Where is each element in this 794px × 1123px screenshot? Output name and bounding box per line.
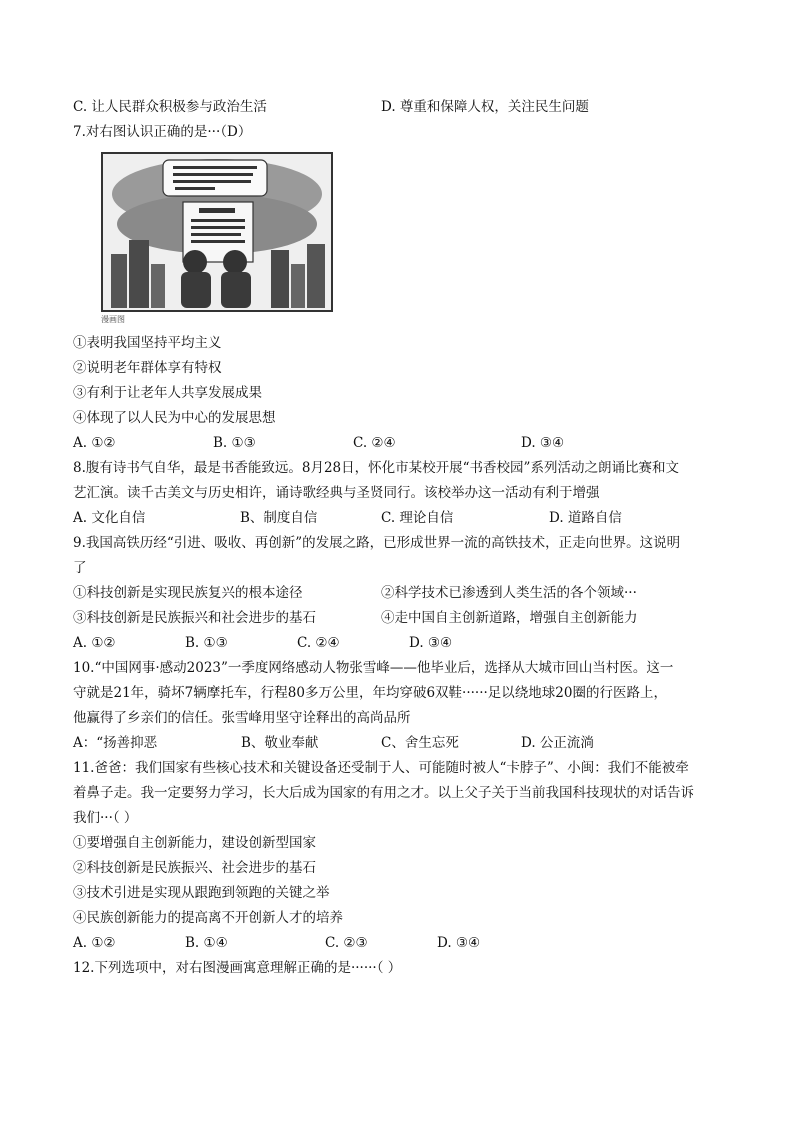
q9-statement-1: ①科技创新是实现民族复兴的根本途径 bbox=[73, 585, 303, 601]
q7-cartoon-caption: 漫画图 bbox=[101, 315, 125, 324]
q7-statement-2: ②说明老年群体享有特权 bbox=[73, 360, 222, 376]
q8-stem-line-1: 8.腹有诗书气自华，最是书香能致远。8月28日，怀化市某校开展“书香校园”系列活动之朗诵比赛和文 bbox=[73, 460, 679, 476]
q9-stem-line-1: 9.我国高铁历经“引进、吸收、再创新”的发展之路，已形成世界一流的高铁技术，正走向世界。这说明 bbox=[73, 535, 681, 551]
q9-statement-3: ③科技创新是民族振兴和社会进步的基石 bbox=[73, 610, 316, 626]
q8-option-a: A. 文化自信 bbox=[73, 510, 146, 526]
q9-option-c: C. ②④ bbox=[297, 635, 340, 651]
q10-option-b: B、敬业奉献 bbox=[241, 735, 319, 751]
q11-stem-line-3: 我们···（ ） bbox=[73, 810, 138, 826]
q9-option-d: D. ③④ bbox=[409, 635, 453, 651]
q7-cartoon-image bbox=[101, 152, 333, 312]
q8-option-b: B、制度自信 bbox=[240, 510, 318, 526]
q7-option-d: D. ③④ bbox=[521, 435, 565, 451]
q9-statement-2: ②科学技术已渗透到人类生活的各个领域··· bbox=[381, 585, 637, 601]
q9-option-b: B. ①③ bbox=[185, 635, 228, 651]
q7-stem: 7.对右图认识正确的是···（D） bbox=[73, 124, 252, 140]
q12-stem: 12.下列选项中，对右图漫画寓意理解正确的是······（ ） bbox=[73, 960, 402, 976]
q8-option-c: C. 理论自信 bbox=[381, 510, 454, 526]
q6-option-d: D. 尊重和保障人权，关注民生问题 bbox=[381, 99, 589, 115]
q11-statement-3: ③技术引进是实现从跟跑到领跑的关键之举 bbox=[73, 885, 330, 901]
q10-option-a: A：“扬善抑恶 bbox=[73, 735, 158, 751]
q11-option-a: A. ①② bbox=[73, 935, 116, 951]
q11-statement-1: ①要增强自主创新能力，建设创新型国家 bbox=[73, 835, 316, 851]
q11-stem-line-2: 着鼻子走。我一定要努力学习，长大后成为国家的有用之才。以上父子关于当前我国科技现状的对话告诉 bbox=[73, 785, 694, 801]
q10-stem-line-3: 他赢得了乡亲们的信任。张雪峰用坚守诠释出的高尚品所 bbox=[73, 710, 411, 726]
q7-option-c: C. ②④ bbox=[353, 435, 396, 451]
q10-stem-line-1: 10.“中国网事·感动2023”一季度网络感动人物张雪峰——他毕业后，选择从大城市回山当村医。这一 bbox=[73, 660, 674, 676]
q8-option-d: D. 道路自信 bbox=[549, 510, 622, 526]
q11-statement-2: ②科技创新是民族振兴、社会进步的基石 bbox=[73, 860, 316, 876]
q11-statement-4: ④民族创新能力的提高离不开创新人才的培养 bbox=[73, 910, 343, 926]
q9-stem-line-2: 了 bbox=[73, 560, 87, 576]
q10-option-d: D. 公正流淌 bbox=[521, 735, 594, 751]
q11-option-d: D. ③④ bbox=[437, 935, 481, 951]
q9-option-a: A. ①② bbox=[73, 635, 116, 651]
q7-option-a: A. ①② bbox=[73, 435, 116, 451]
q7-statement-1: ①表明我国坚持平均主义 bbox=[73, 335, 222, 351]
q9-statement-4: ④走中国自主创新道路，增强自主创新能力 bbox=[381, 610, 638, 626]
q11-option-b: B. ①④ bbox=[185, 935, 228, 951]
q11-option-c: C. ②③ bbox=[325, 935, 368, 951]
q8-stem-line-2: 艺汇演。读千古美文与历史相许，诵诗歌经典与圣贤同行。该校举办这一活动有利于增强 bbox=[73, 485, 600, 501]
q7-statement-4: ④体现了以人民为中心的发展思想 bbox=[73, 410, 276, 426]
q11-stem-line-1: 11.爸爸：我们国家有些核心技术和关键设备还受制于人、可能随时被人“卡脖子”、小闽：我们不能被牵 bbox=[73, 760, 689, 776]
q6-option-c: C. 让人民群众积极参与政治生活 bbox=[73, 99, 267, 115]
q10-option-c: C、舍生忘死 bbox=[381, 735, 459, 751]
q10-stem-line-2: 守就是21年，骑坏7辆摩托车，行程80多万公里，年均穿破6双鞋······足以绕地球20圈的行医路上， bbox=[73, 685, 667, 701]
q7-option-b: B. ①③ bbox=[213, 435, 256, 451]
q7-statement-3: ③有利于让老年人共享发展成果 bbox=[73, 385, 262, 401]
